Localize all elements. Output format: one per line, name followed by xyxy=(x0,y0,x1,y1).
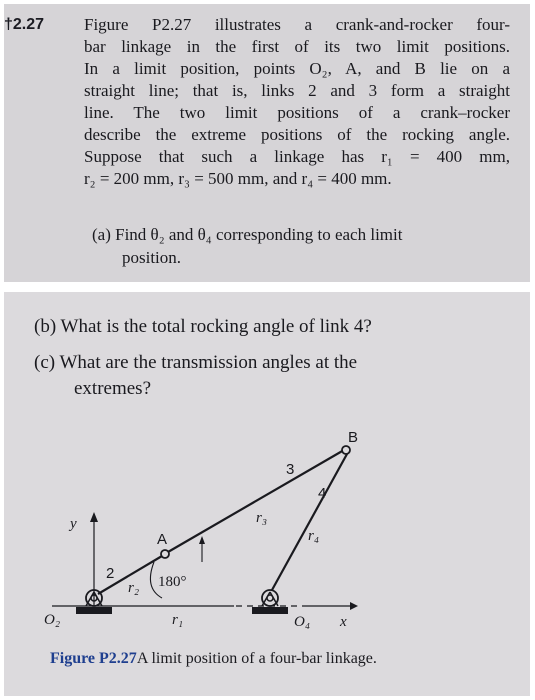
problem-panel xyxy=(4,4,530,282)
label-link2: 2 xyxy=(106,565,115,582)
part-b-question: (b) What is the total rocking angle of link 4? xyxy=(34,316,372,337)
label-o4: O₄ xyxy=(294,614,311,630)
part-c-question: (c) What are the transmission angles at the xyxy=(34,352,358,373)
label-link3: 3 xyxy=(286,461,295,478)
y-axis-arrow xyxy=(90,512,98,522)
label-r1: r₁ xyxy=(172,612,184,628)
r3-arrow-head xyxy=(199,536,205,544)
label-b: B xyxy=(348,429,359,446)
statement-line: bar linkage in the first of its two limit positions. xyxy=(84,37,510,56)
continuation-panel xyxy=(4,292,530,696)
part-a-question: (a) Find θ₂ and θ₄ corresponding to each limit xyxy=(92,225,403,244)
ground-hatch-o2 xyxy=(76,607,112,614)
caption-text: A limit position of a four-bar linkage. xyxy=(136,650,377,667)
label-a: A xyxy=(157,531,168,548)
statement-line: straight line; that is, links 2 and 3 form a straight xyxy=(84,81,510,100)
joint-b xyxy=(342,446,350,454)
part-c-question-cont: extremes? xyxy=(74,378,152,399)
statement-line: In a limit position, points O₂, A, and B lie on a xyxy=(84,59,510,78)
problem-statement xyxy=(84,14,510,190)
statement-line: Figure P2.27 illustrates a crank-and-rocker four- xyxy=(84,15,510,34)
label-angle: 180° xyxy=(158,574,187,590)
label-x: x xyxy=(340,614,347,630)
problem-number: †2.27 xyxy=(4,16,45,33)
statement-line: r₂ = 200 mm, r₃ = 500 mm, and r₄ = 400 mm. xyxy=(84,169,392,188)
statement-line: Suppose that such a linkage has r₁ = 400 mm, xyxy=(84,147,510,166)
caption-label: Figure P2.27 xyxy=(50,650,137,667)
figure-caption xyxy=(50,650,377,668)
four-bar-linkage-figure xyxy=(4,412,530,652)
link-4 xyxy=(272,454,347,590)
statement-line: line. The two limit positions of a crank–rocker xyxy=(84,103,510,122)
label-r4: r₄ xyxy=(308,528,320,544)
joint-a xyxy=(161,550,169,558)
ground-hatch-o4 xyxy=(252,607,288,614)
x-axis-arrow xyxy=(350,602,358,610)
label-y: y xyxy=(70,516,77,532)
part-a-question-cont: position. xyxy=(122,248,182,267)
pivot-o4-pin xyxy=(267,595,273,601)
label-r2: r₂ xyxy=(128,580,140,596)
label-r3: r₃ xyxy=(256,510,268,526)
statement-line: describe the extreme positions of the rocking angle. xyxy=(84,125,510,144)
label-link4: 4 xyxy=(318,485,327,502)
label-o2: O₂ xyxy=(44,612,61,628)
